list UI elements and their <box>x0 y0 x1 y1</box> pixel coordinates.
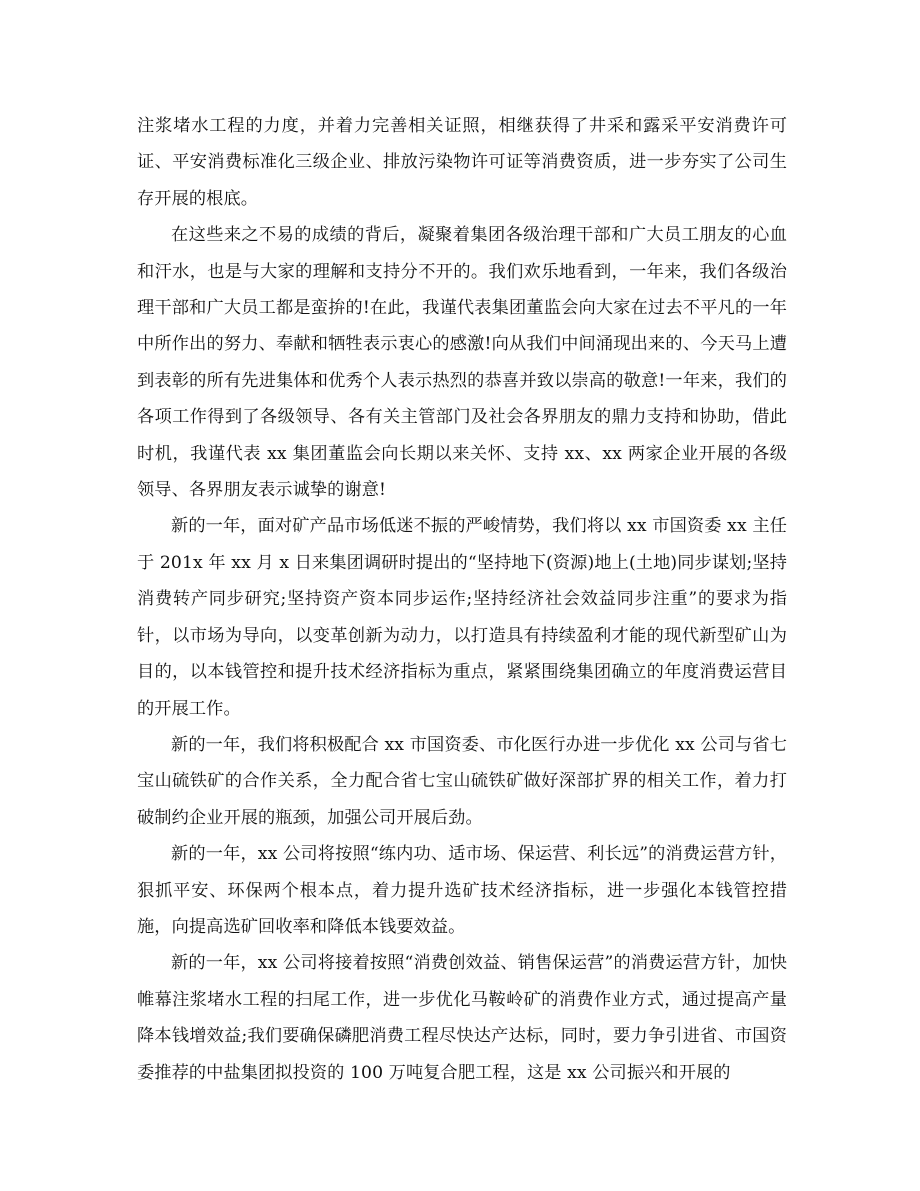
paragraph-6: 新的一年，xx 公司将接着按照“消费创效益、销售保运营”的消费运营方针，加快帷幕注浆堵水工程的扫尾工作，进一步优化马鞍岭矿的消费作业方式，通过提高产量降本钱增效益;我们要确保磷肥消费工程尽快达产达标，同时，要力争引进省、市国资委推荐的中盐集团拟投资的 100 万吨复合肥工程，这是 xx 公司振兴和开展的 <box>137 953 787 1083</box>
paragraph-3: 新的一年，面对矿产品市场低迷不振的严峻情势，我们将以 xx 市国资委 xx 主任于 201x 年 xx 月 x 日来集团调研时提出的“坚持地下(资源)地上(土地)同步谋划;坚持消费转产同步研究;坚持资产资本同步运作;坚持经济社会效益同步注重”的要求为指针，以市场为导向，以变革创新为动力，以打造具有持续盈利才能的现代新型矿山为目的，以本钱管控和提升技术经济指标为重点，紧紧围绕集团确立的年度消费运营目的开展工作。 <box>137 516 787 719</box>
document-page <box>137 108 787 1091</box>
paragraph-5: 新的一年，xx 公司将按照“练内功、适市场、保运营、利长远”的消费运营方针，狠抓平安、环保两个根本点，着力提升选矿技术经济指标，进一步强化本钱管控措施，向提高选矿回收率和降低本钱要效益。 <box>137 844 787 937</box>
paragraph-2: 在这些来之不易的成绩的背后，凝聚着集团各级治理干部和广大员工朋友的心血和汗水，也是与大家的理解和支持分不开的。我们欢乐地看到，一年来，我们各级治理干部和广大员工都是蛮拚的!在此，我谨代表集团董监会向大家在过去不平凡的一年中所作出的努力、奉献和牺牲表示衷心的感激!向从我们中间涌现出来的、今天马上遭到表彰的所有先进集体和优秀个人表示热烈的恭喜并致以崇高的敬意!一年来，我们的各项工作得到了各级领导、各有关主管部门及社会各界朋友的鼎力支持和协助，借此时机，我谨代表 xx 集团董监会向长期以来关怀、支持 xx、xx 两家企业开展的各级领导、各界朋友表示诚挚的谢意! <box>137 225 787 501</box>
paragraph-1: 注浆堵水工程的力度，并着力完善相关证照，相继获得了井采和露采平安消费许可证、平安消费标准化三级企业、排放污染物许可证等消费资质，进一步夯实了公司生存开展的根底。 <box>137 116 787 209</box>
paragraph-4: 新的一年，我们将积极配合 xx 市国资委、市化医行办进一步优化 xx 公司与省七宝山硫铁矿的合作关系，全力配合省七宝山硫铁矿做好深部扩界的相关工作，着力打破制约企业开展的瓶颈，加强公司开展后劲。 <box>137 734 787 828</box>
